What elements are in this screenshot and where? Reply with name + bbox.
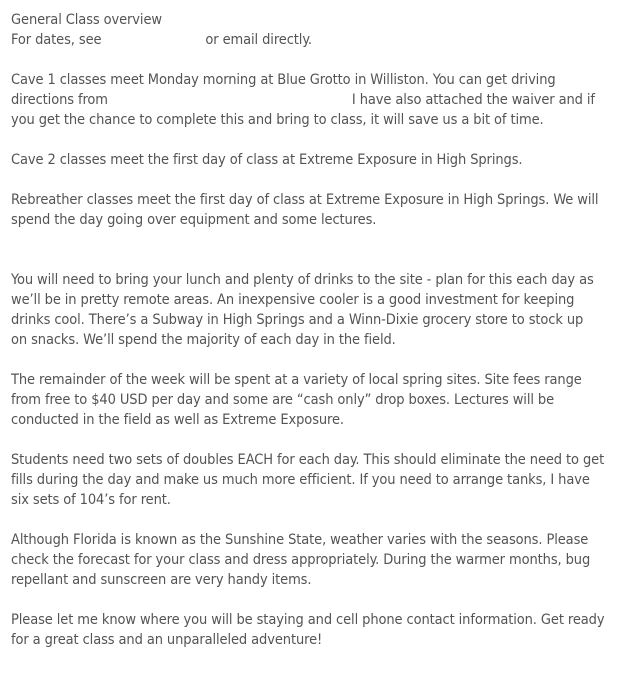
- cave1-paragraph: [11, 70, 636, 130]
- closing-line: for a great class and an unparalleled adventure!: [11, 632, 323, 648]
- cave1-directions-line: [11, 90, 636, 110]
- doubles-line: six sets of 104’s for rent.: [11, 492, 171, 508]
- rebreather-paragraph: [11, 190, 636, 230]
- weather-line: repellant and sunscreen are very handy items.: [11, 572, 312, 588]
- remainder-line: conducted in the field as well as Extreme Exposure.: [11, 412, 344, 428]
- dates-suffix: or email directly.: [205, 32, 312, 48]
- doubles-line: Students need two sets of doubles EACH for each day. This should eliminate the need to get: [11, 452, 605, 468]
- class-overview-document: [11, 10, 636, 670]
- dates-line: [11, 30, 636, 50]
- directions-suffix: I have also attached the waiver and if: [351, 92, 595, 108]
- cave1-line: you get the chance to complete this and bring to class, it will save us a bit of time.: [11, 112, 544, 128]
- remainder-line: from free to $40 USD per day and some are “cash only” drop boxes. Lectures will be: [11, 392, 555, 408]
- remainder-line: The remainder of the week will be spent at a variety of local spring sites. Site fees range: [11, 372, 582, 388]
- doubles-paragraph: [11, 450, 636, 510]
- cave2-paragraph: [11, 150, 636, 170]
- doubles-line: fills during the day and make us much more efficient. If you need to arrange tanks, I have: [11, 472, 590, 488]
- weather-paragraph: [11, 530, 636, 590]
- rebreather-line: spend the day going over equipment and some lectures.: [11, 212, 377, 228]
- rebreather-line: Rebreather classes meet the first day of class at Extreme Exposure in High Springs. We will: [11, 192, 599, 208]
- lunch-line: we’ll be in pretty remote areas. An inexpensive cooler is a good investment for keeping: [11, 292, 575, 308]
- lunch-paragraph: [11, 270, 636, 350]
- cave2-line: Cave 2 classes meet the first day of class at Extreme Exposure in High Springs.: [11, 152, 523, 168]
- cave1-line: Cave 1 classes meet Monday morning at Blue Grotto in Williston. You can get driving: [11, 72, 556, 88]
- lunch-line: drinks cool. There’s a Subway in High Springs and a Winn-Dixie grocery store to stock up: [11, 312, 584, 328]
- lunch-line: on snacks. We’ll spend the majority of each day in the field.: [11, 332, 396, 348]
- directions-prefix: directions from: [11, 92, 108, 108]
- header-paragraph: [11, 10, 636, 50]
- page-title: General Class overview: [11, 12, 162, 28]
- closing-paragraph: [11, 610, 636, 650]
- closing-line: Please let me know where you will be staying and cell phone contact information. Get ready: [11, 612, 605, 628]
- weather-line: Although Florida is known as the Sunshine State, weather varies with the seasons. Please: [11, 532, 589, 548]
- lunch-line: You will need to bring your lunch and plenty of drinks to the site - plan for this each day as: [11, 272, 594, 288]
- weather-line: check the forecast for your class and dress appropriately. During the warmer months, bug: [11, 552, 591, 568]
- dates-prefix: For dates, see: [11, 32, 102, 48]
- remainder-paragraph: [11, 370, 636, 430]
